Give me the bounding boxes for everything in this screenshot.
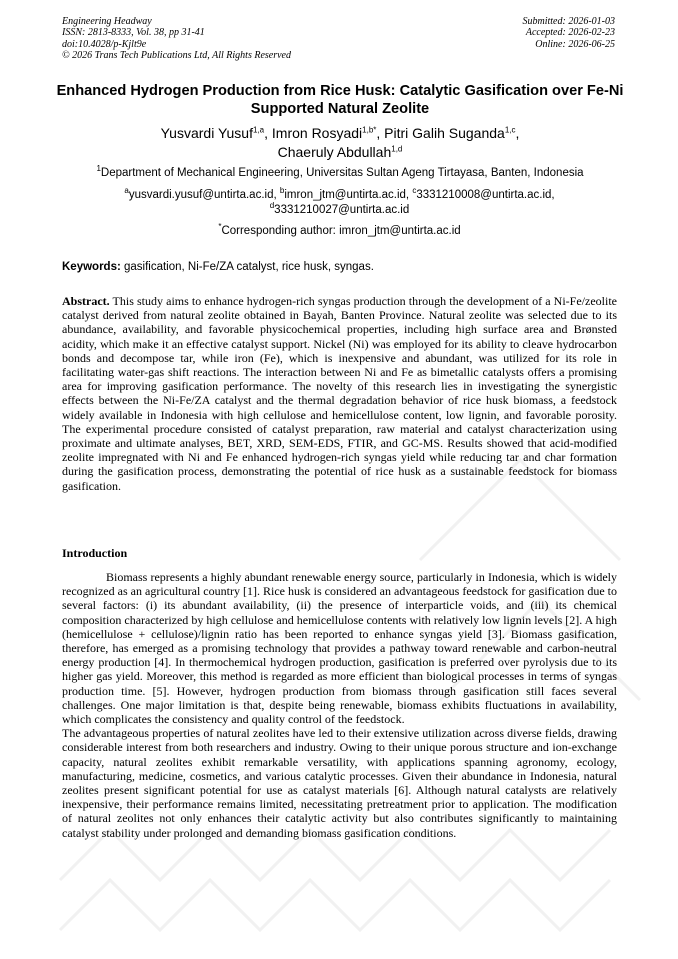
paragraph: Biomass represents a highly abundant renewable energy source, particularly in Indonesia, which is widely recognized as an agricultural country [1]. Rice husk is considered an advantageous feedstock for gasification due to several factors: (i) its abundant availability, (ii) the presence of interparticle voids, and (iii) its chemical composition characterized by high cellulose and hemicellulose contents with relatively low lignin levels [2]. A high (hemicellulose + cellulose)/lignin ratio has been reported to enhance syngas yield [3]. Biomass gasification, therefore, has emerged as a promising technology that provides a pathway toward renewable and carbon-neutral energy production [4]. In thermochemical hydrogen production, gasification is preferred over pyrolysis due to its higher gas yield. Moreover, this method is regarded as more efficient than biological processes in terms of syngas production time. [5]. However, hydrogen production from biomass through gasification still faces several challenges. One major limitation is that, despite being renewable, biomass exhibits fluctuations in availability, which complicates the consistency and quality control of the feedstock.	[62, 570, 617, 727]
submitted-date: Submitted: 2026-01-03	[522, 16, 615, 27]
paper-title: Enhanced Hydrogen Production from Rice Husk: Catalytic Gasification over Fe-Ni Supported Natural Zeolite	[56, 83, 624, 117]
keywords-text: gasification, Ni-Fe/ZA catalyst, rice husk, syngas.	[120, 261, 374, 273]
email-link: imron_jtm@untirta.ac.id,	[284, 189, 413, 201]
email-link: 3331210008@untirta.ac.id,	[416, 189, 555, 201]
journal-issn: ISSN: 2813-8333, Vol. 38, pp 31-41	[62, 27, 205, 39]
email-link: 3331210027@untirta.ac.id	[274, 204, 410, 216]
journal-name: Engineering Headway	[62, 16, 152, 27]
section-heading-introduction: Introduction	[62, 546, 128, 560]
keywords-label: Keywords:	[62, 261, 121, 273]
article-doi: doi:10.4028/p-Kjlt9e	[62, 38, 147, 50]
paragraph: The advantageous properties of natural zeolites have led to their extensive utilization across diverse fields, drawing considerable interest from both researchers and industry. Owing to their unique porous structure and ion-exchange capacity, natural zeolites exhibit remarkable versatility, with applications spanning agronomy, ecology, manufacturing, medicine, cosmetics, and various catalytic processes. Given their abundance in Indonesia, natural zeolites present significant potential for use as catalyst materials [6]. Although natural catalysts are relatively inexpensive, their performance remains limited, necessitating pretreatment prior to application. The modification of natural zeolites not only enhances their catalytic activity but also contributes significantly to maintaining catalyst stability under prolonged and demanding biomass gasification conditions.	[62, 726, 617, 840]
email-link: yusvardi.yusuf@untirta.ac.id,	[128, 189, 280, 201]
author-name: Yusvardi Yusuf$^{1,a}$,	[160, 125, 272, 141]
abstract-label: Abstract.	[62, 294, 110, 308]
abstract-text: This study aims to enhance hydrogen-rich syngas production through the development of a Ni-Fe/zeolite catalyst derived from natural zeolite obtained in Bayah, Banten Province. Natural zeolite was selected due to its abundance, availability, and favorable physicochemical properties, including high surface area and Brønsted acidity, which make it an effective catalyst support. Nickel (Ni) was employed for its ability to cleave hydrocarbon bonds and decompose tar, while iron (Fe), which is inexpensive and abundant, was utilized for its role in facilitating water-gas shift reactions. The interaction between Ni and Fe as bimetallic catalysts offers a promising area for improving gasification performance. The novelty of this research lies in investigating the synergistic effects between the Ni-Fe/ZA catalyst and the thermal degradation behavior of rice husk biomass, a feedstock widely available in Indonesia with high cellulose and hemicellulose content, low lignin, and favorable porosity. The experimental procedure consisted of catalyst preparation, raw material and catalyst characterization using proximate and ultimate analyses, BET, XRD, SEM-EDS, FTIR, and GC-MS. Results showed that acid-modified zeolite impregnated with Ni and Fe enhanced hydrogen-rich syngas yield while reducing tar and char formation during the gasification process, demonstrating the potential of rice husk as a sustainable feedstock for biomass gasification.	[62, 294, 617, 493]
author-name: Pitri Galih Suganda$^{1,c}$,	[384, 125, 520, 141]
corresponding-author: *Corresponding author: imron_jtm@untirta.ac.id	[218, 222, 461, 237]
author-list	[50, 124, 630, 162]
online-date: Online: 2026-06-25	[535, 38, 615, 50]
journal-info-block	[62, 16, 291, 61]
author-emails: $^a$yusvardi.yusuf@untirta.ac.id, $^b$imron_jtm@untirta.ac.id, $^c$3331210008@untirta.ac.id, $^d$3331210027@untirta.ac.id	[124, 186, 555, 216]
keywords	[62, 260, 617, 275]
author-name: Chaeruly Abdullah$^{1,d}$	[277, 144, 403, 160]
copyright-notice: © 2026 Trans Tech Publications Ltd, All Rights Reserved	[62, 49, 291, 61]
introduction-body	[62, 570, 617, 840]
accepted-date: Accepted: 2026-02-23	[525, 27, 615, 39]
abstract	[62, 294, 617, 493]
author-name: Imron Rosyadi$^{1,b*}$,	[271, 125, 385, 141]
affiliation: $^1$Department of Mechanical Engineering, Universitas Sultan Ageng Tirtayasa, Banten, Indonesia	[96, 164, 584, 179]
dates-block	[523, 16, 616, 50]
